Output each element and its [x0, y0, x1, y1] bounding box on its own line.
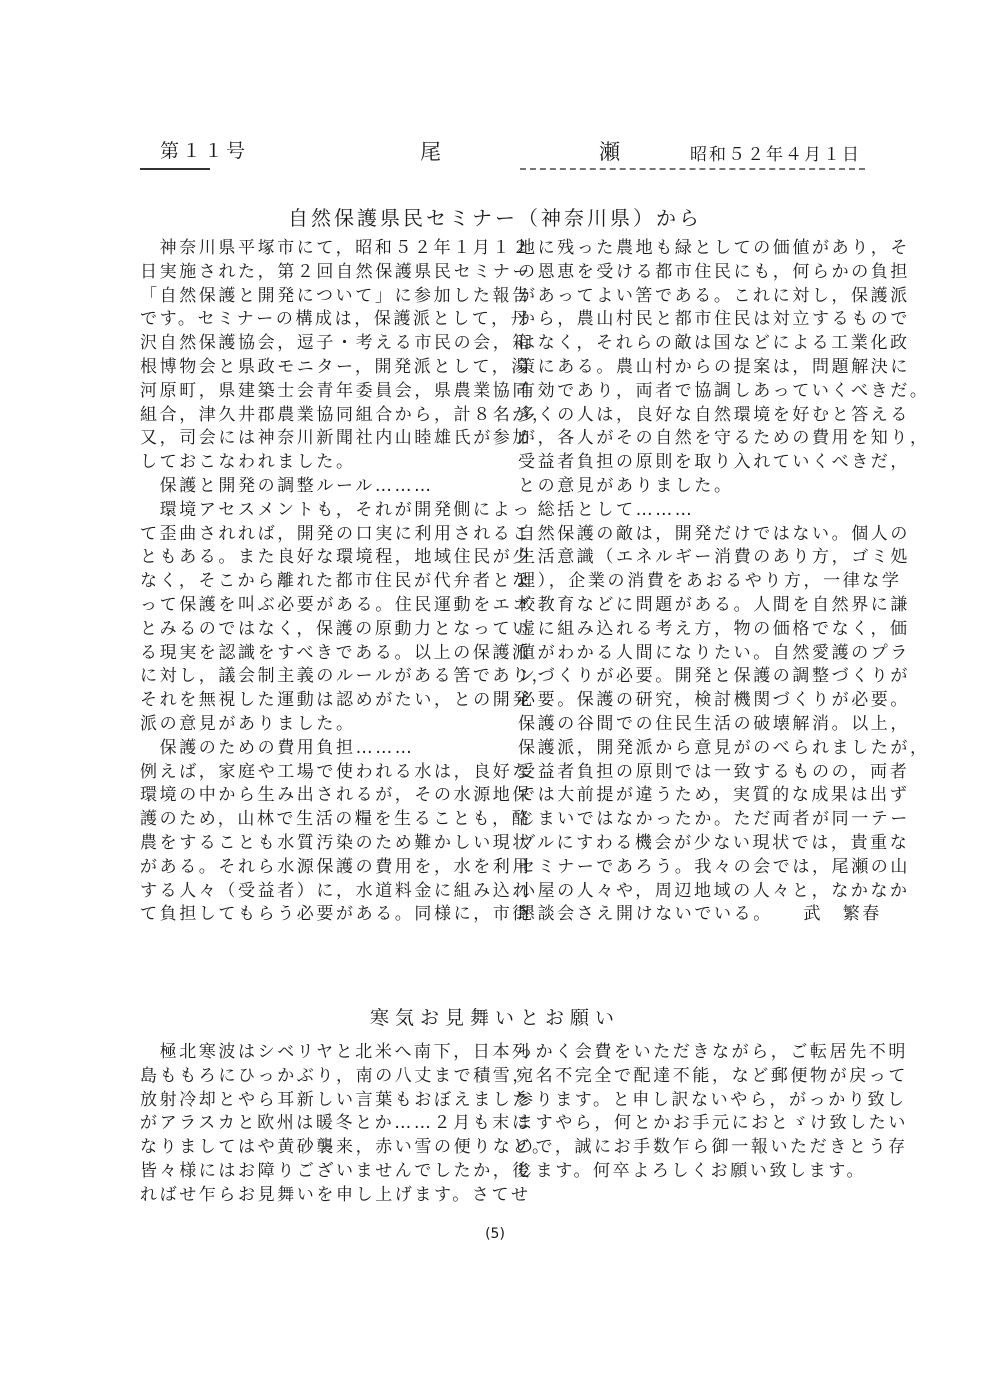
text-line: て歪曲されれば，開発の口実に利用されるこ	[140, 523, 532, 544]
article-column-right	[516, 1041, 908, 1184]
text-line: じまいではなかったか。ただ両者が同一テー	[518, 809, 910, 830]
text-line: 河原町，県建築士会青年委員会，県農業協同	[140, 380, 532, 401]
text-line: セミナーであろう。我々の会では，尾瀬の山	[518, 856, 910, 877]
text-line: なく，そこから離れた都市住民が代弁者とな	[140, 571, 532, 592]
text-line: それを無視した運動は認めがたい，との開発	[140, 690, 532, 711]
text-line: 校教育などに問題がある。人間を自然界に謙	[518, 594, 910, 615]
text-line: 環境アセスメントも，それが開発側によっ	[140, 499, 532, 520]
text-line: はなく，それらの敵は国などによる工業化政	[518, 333, 910, 354]
text-line: 神奈川県平塚市にて，昭和５２年１月１２	[140, 238, 532, 258]
text-line: 懇談会さえ開けないでいる。 武 繁春	[518, 904, 882, 925]
text-line: 皆々様にはお障りございませんでしたか，後	[140, 1160, 532, 1181]
text-line: 自然保護の敵は，開発だけではない。個人の	[518, 523, 910, 544]
text-line: る現実を認識をすべきである。以上の保護派	[140, 642, 532, 663]
issue-date: 昭和５２年４月１日	[690, 145, 861, 165]
article-column-left	[140, 237, 552, 927]
text-line: 日実施された，第２回自然保護県民セミナー	[140, 261, 532, 282]
article-title: 寒気お見舞いとお願い	[369, 1007, 620, 1029]
text-line: 保護のための費用負担………	[140, 737, 415, 758]
text-line: が，各人がその自然を守るための費用を知り，	[518, 428, 930, 449]
text-line: 有効であり，両者で協調しあっていくべきだ。	[518, 380, 930, 401]
text-line: 保護と開発の調整ルール………	[140, 475, 434, 496]
text-line: する人々（受益者）に，水道料金に組み込れ	[140, 880, 532, 901]
text-line: 受益者負担の原則を取り入れていくべきだ，	[518, 452, 910, 473]
text-line: 小屋の人々や，周辺地域の人々と，なかなか	[518, 880, 910, 901]
text-line: しておこなわれました。	[140, 452, 356, 473]
article-column-left	[140, 1041, 552, 1208]
text-line: 多くの人は，良好な自然環境を好むと答える	[518, 404, 910, 425]
text-line: があってよい筈である。これに対し，保護派	[518, 285, 910, 306]
article-column-right	[518, 237, 930, 927]
text-line: とみるのではなく，保護の原動力となってい	[140, 618, 532, 639]
text-line: 受益者負担の原則では一致するものの，両者	[518, 761, 910, 782]
text-line: 参ります。と申し訳ないやら，がっかり致し	[516, 1089, 907, 1110]
text-line: がアラスカと欧州は暖冬とか……２月も末に	[140, 1113, 532, 1134]
text-line: との意見がありました。	[518, 475, 734, 496]
text-line: ンづくりが必要。開発と保護の調整づくりが	[518, 666, 910, 687]
text-line: 保護派，開発派から意見がのべられましたが，	[518, 737, 930, 758]
text-line: 必要。保護の研究，検討機関づくりが必要。	[518, 690, 910, 711]
text-line: 沢自然保護協会，逗子・考える市民の会，箱	[140, 333, 532, 354]
text-line: です。セミナーの構成は，保護派として，丹	[140, 309, 531, 330]
title-char-2: 瀬	[599, 140, 620, 164]
text-line: 根博物会と県政モニター，開発派として，湯	[140, 356, 531, 377]
header-rule-right	[520, 168, 865, 170]
text-line: ともある。また良好な環境程，地域住民が少	[140, 547, 532, 568]
text-line: 「自然保護と開発について」に参加した報告	[140, 285, 532, 306]
header-rule-left	[140, 168, 210, 170]
text-line: に対し，議会制主義のルールがある筈であり，	[140, 666, 552, 687]
text-line: 環境の中から生み出されるが，その水源地保	[140, 785, 532, 806]
text-line: っかく会費をいただきながら，ご転居先不明	[516, 1042, 908, 1062]
text-line: 例えば，家庭や工場で使われる水は，良好な	[140, 761, 532, 782]
text-line: 放射冷却とやら耳新しい言葉もおぼえました	[140, 1089, 532, 1110]
text-line: ので，誠にお手数乍ら御一報いただきとう存	[516, 1137, 908, 1158]
text-line: ますやら，何とかお手元におとゞけ致したい	[516, 1113, 908, 1134]
text-line: 又，司会には神奈川新聞社内山睦雄氏が参加	[140, 428, 532, 449]
text-line: 虚に組み込れる考え方，物の価格でなく，価	[518, 618, 910, 639]
text-line: がある。それら水源保護の費用を，水を利用	[140, 856, 532, 877]
text-line: 農をすることも水質汚染のため難かしい現状	[140, 832, 532, 853]
page-number: (5)	[485, 1226, 505, 1242]
text-line: ればせ乍らお見舞いを申し上げます。さてせ	[140, 1184, 531, 1205]
text-line: 理），企業の消費をあおるやり方，一律な学	[518, 571, 902, 592]
text-line: 地に残った農地も緑としての価値があり，そ	[518, 238, 910, 258]
issue-number: 第１１号	[160, 140, 249, 162]
text-line: 護のため，山林で生活の糧を生ることも，酪	[140, 809, 532, 830]
newsletter-title	[420, 136, 620, 166]
text-line: じます。何卒よろしくお願い致します。	[516, 1160, 867, 1181]
text-line: て負担してもらう必要がある。同様に，市街	[140, 904, 532, 925]
text-line: 島ももろにひっかぶり，南の八丈まで積雪，	[140, 1065, 532, 1086]
article-title: 自然保護県民セミナー（神奈川県）から	[288, 206, 702, 230]
text-line: ブルにすわる機会が少ない現状では，貴重な	[518, 832, 910, 853]
text-line: 宛名不完全で配達不能，など郵便物が戻って	[516, 1065, 908, 1086]
text-line: 策にある。農山村からの提案は，問題解決に	[518, 356, 910, 377]
text-line: 総括として………	[518, 499, 695, 520]
text-line: では大前提が違うため，実質的な成果は出ず	[518, 785, 910, 806]
text-line: 派の意見がありました。	[140, 713, 356, 734]
text-line: 保護の谷間での住民生活の破壊解消。以上，	[518, 713, 910, 734]
title-char-1: 尾	[420, 140, 441, 164]
text-line: から，農山村民と都市住民は対立するもので	[518, 309, 910, 330]
text-line: 組合，津久井郡農業協同組合から，計８名が，	[140, 404, 552, 425]
text-line: 生活意識（エネルギー消費のあり方，ゴミ処	[518, 547, 910, 568]
text-line: の恩恵を受ける都市住民にも，何らかの負担	[518, 261, 910, 282]
text-line: なりましてはや黄砂襲来，赤い雪の便りなど。	[140, 1137, 552, 1158]
text-line: 値がわかる人間になりたい。自然愛護のプラ	[518, 642, 910, 663]
text-line: 極北寒波はシベリヤと北米へ南下，日本列	[140, 1042, 532, 1062]
text-line: って保護を叫ぶ必要がある。住民運動をエゴ	[140, 594, 532, 615]
